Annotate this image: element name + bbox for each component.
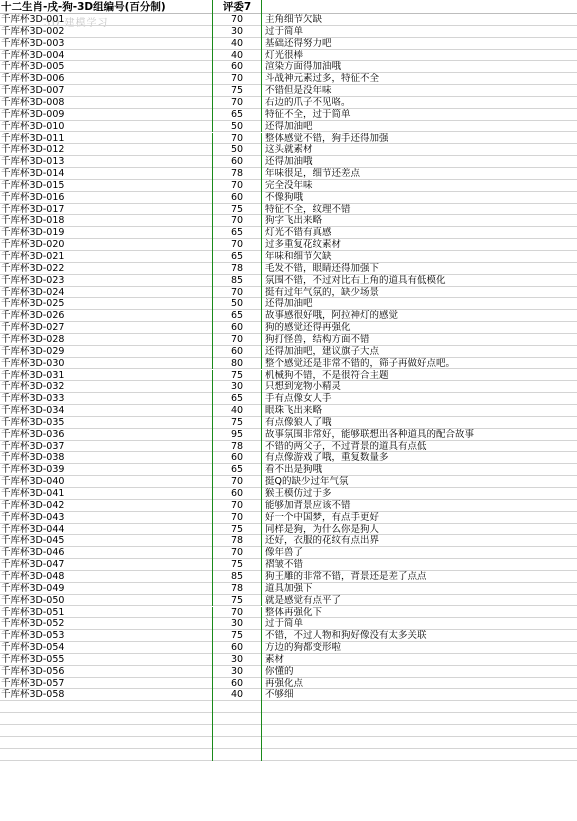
id-cell[interactable]: 千库杯3D-020 (1, 239, 65, 251)
id-cell[interactable]: 千库杯3D-008 (1, 96, 65, 108)
table-row (0, 298, 577, 310)
score-cell[interactable] (212, 725, 262, 737)
comment-cell[interactable]: 有点像狼人了哦 (265, 416, 332, 428)
comment-cell[interactable]: 机械狗不错，不是很符合主题 (265, 369, 389, 381)
table-row (0, 204, 577, 216)
table-row (0, 441, 577, 453)
score-cell[interactable]: 70 (212, 73, 262, 85)
id-cell[interactable]: 千库杯3D-017 (1, 203, 65, 215)
table-row (0, 559, 577, 571)
id-cell[interactable]: 千库杯3D-038 (1, 452, 65, 464)
score-cell[interactable]: 78 (212, 583, 262, 595)
comment-cell[interactable]: 整个感觉还是非常不错的，筛子再做好点吧。 (265, 357, 456, 369)
table-row (0, 287, 577, 299)
table-row (0, 26, 577, 38)
table-row (0, 215, 577, 227)
table-row (0, 346, 577, 358)
table-row (0, 713, 577, 725)
table-row (0, 322, 577, 334)
score-cell[interactable]: 70 (212, 607, 262, 619)
id-cell[interactable]: 千库杯3D-031 (1, 369, 65, 381)
id-cell[interactable]: 千库杯3D-002 (1, 25, 65, 37)
comment-cell[interactable]: 你懂的 (265, 665, 294, 677)
score-cell[interactable]: 30 (212, 26, 262, 38)
table-row (0, 654, 577, 666)
id-cell[interactable]: 千库杯3D-011 (1, 132, 65, 144)
table-row (0, 61, 577, 73)
comment-cell[interactable]: 不错，不过人物和狗好像没有太多关联 (265, 630, 427, 642)
table-row (0, 571, 577, 583)
table-row (0, 85, 577, 97)
score-cell[interactable]: 80 (212, 358, 262, 370)
header-row (0, 0, 577, 14)
score-cell[interactable]: 70 (212, 334, 262, 346)
score-cell[interactable]: 30 (212, 618, 262, 630)
score-cell[interactable]: 40 (212, 38, 262, 50)
table-row (0, 334, 577, 346)
comment-cell[interactable]: 狗打怪兽，结构方面不错 (265, 333, 370, 345)
comment-cell[interactable] (262, 713, 577, 725)
table-row (0, 180, 577, 192)
id-cell[interactable]: 千库杯3D-055 (1, 653, 65, 665)
comment-cell[interactable]: 故事感很好哦，阿拉神灯的感觉 (265, 310, 399, 322)
id-cell[interactable]: 千库杯3D-049 (1, 582, 65, 594)
id-cell[interactable]: 千库杯3D-042 (1, 499, 65, 511)
comment-cell[interactable]: 不像狗哦 (265, 191, 304, 203)
table-row (0, 429, 577, 441)
score-cell[interactable]: 75 (212, 370, 262, 382)
id-cell[interactable]: 千库杯3D-014 (1, 168, 65, 180)
comment-cell[interactable]: 褶皱不错 (265, 559, 304, 571)
id-cell[interactable]: 千库杯3D-027 (1, 322, 65, 334)
comment-cell[interactable]: 只想到宠物小精灵 (265, 381, 342, 393)
table-row (0, 109, 577, 121)
comment-cell[interactable]: 方边的狗都变形啦 (265, 642, 342, 654)
comment-cell[interactable]: 主角细节欠缺 (265, 14, 323, 25)
comment-cell[interactable]: 猴王模仿过于多 (265, 488, 332, 499)
score-cell[interactable]: 40 (212, 50, 262, 62)
id-cell[interactable]: 千库杯3D-040 (1, 476, 65, 488)
table-row (0, 50, 577, 62)
id-cell[interactable]: 千库杯3D-034 (1, 405, 65, 417)
id-cell[interactable]: 千库杯3D-012 (1, 144, 65, 156)
score-cell[interactable]: 78 (212, 263, 262, 275)
table-row (0, 263, 577, 275)
score-cell[interactable]: 40 (212, 405, 262, 417)
id-cell[interactable]: 千库杯3D-024 (1, 286, 65, 298)
comment-cell[interactable]: 特征不全，纹理不错 (265, 203, 351, 215)
score-cell[interactable]: 30 (212, 381, 262, 393)
id-cell[interactable]: 千库杯3D-001 (1, 14, 65, 25)
id-cell[interactable] (0, 701, 212, 713)
comment-cell[interactable]: 特征不全，过于简单 (265, 108, 351, 120)
comment-cell[interactable]: 挺有过年气氛的，缺少场景 (265, 286, 380, 298)
score-cell[interactable]: 50 (212, 121, 262, 133)
score-cell[interactable]: 65 (212, 464, 262, 476)
score-cell[interactable]: 60 (212, 61, 262, 73)
id-cell[interactable]: 千库杯3D-037 (1, 440, 65, 452)
id-cell[interactable]: 千库杯3D-030 (1, 357, 65, 369)
score-cell[interactable]: 70 (212, 14, 262, 26)
comment-cell[interactable]: 斗战神元素过多，特征不全 (265, 73, 380, 85)
id-cell[interactable]: 千库杯3D-057 (1, 677, 65, 689)
score-cell[interactable]: 85 (212, 275, 262, 287)
score-cell[interactable] (212, 737, 262, 749)
comment-cell[interactable]: 过于简单 (265, 618, 304, 630)
comment-cell[interactable]: 像年兽了 (265, 547, 304, 559)
id-cell[interactable]: 千库杯3D-052 (1, 618, 65, 630)
table-row (0, 464, 577, 476)
score-cell[interactable]: 65 (212, 109, 262, 121)
id-cell[interactable]: 千库杯3D-033 (1, 393, 65, 405)
score-cell[interactable]: 75 (212, 524, 262, 536)
id-cell[interactable]: 千库杯3D-039 (1, 464, 65, 476)
id-cell[interactable]: 千库杯3D-058 (1, 689, 65, 701)
score-cell[interactable] (212, 713, 262, 725)
table-row (0, 595, 577, 607)
comment-cell[interactable]: 狗王雕的非常不错，背景还是差了点点 (265, 570, 427, 582)
table-row (0, 133, 577, 145)
id-cell[interactable]: 千库杯3D-025 (1, 298, 65, 310)
table-row (0, 512, 577, 524)
score-cell[interactable]: 75 (212, 595, 262, 607)
table-row (0, 689, 577, 701)
comment-cell[interactable]: 年味很足，细节还差点 (265, 168, 361, 180)
id-cell[interactable] (0, 749, 212, 761)
comment-cell[interactable]: 还得加油吧 (265, 120, 313, 132)
id-cell[interactable]: 千库杯3D-018 (1, 215, 65, 227)
comment-cell[interactable]: 灯光很棒 (265, 49, 304, 61)
comment-cell[interactable]: 还得加油哦 (265, 156, 313, 168)
score-cell[interactable]: 60 (212, 346, 262, 358)
score-cell[interactable]: 78 (212, 441, 262, 453)
comment-cell[interactable] (262, 737, 577, 749)
id-cell[interactable]: 千库杯3D-032 (1, 381, 65, 393)
comment-cell[interactable]: 同样是狗，为什么你是狗人 (265, 523, 380, 535)
comment-cell[interactable]: 完全没年味 (265, 179, 313, 191)
score-cell[interactable] (212, 701, 262, 713)
table-row (0, 524, 577, 536)
id-cell[interactable]: 千库杯3D-050 (1, 594, 65, 606)
comment-cell[interactable]: 基础还得努力吧 (265, 37, 332, 49)
score-cell[interactable]: 40 (212, 689, 262, 701)
table-row (0, 38, 577, 50)
table-row (0, 666, 577, 678)
table-row (0, 417, 577, 429)
id-cell[interactable]: 千库杯3D-036 (1, 428, 65, 440)
table-row (0, 192, 577, 204)
score-cell[interactable]: 60 (212, 322, 262, 334)
comment-cell[interactable]: 看不出是狗哦 (265, 464, 323, 476)
id-cell[interactable]: 千库杯3D-003 (1, 37, 65, 49)
score-cell[interactable]: 75 (212, 559, 262, 571)
table-row (0, 251, 577, 263)
comment-cell[interactable]: 能够加背景应该不错 (265, 499, 351, 511)
comment-cell[interactable]: 狗的感觉还得再强化 (265, 322, 351, 334)
comment-cell[interactable]: 毛发不错，眼睛还得加强下 (265, 262, 380, 274)
comment-cell[interactable]: 氛围不错，不过对比右上角的道具有低模化 (265, 274, 446, 286)
score-cell[interactable]: 60 (212, 678, 262, 690)
score-cell[interactable]: 70 (212, 180, 262, 192)
score-cell[interactable]: 65 (212, 251, 262, 263)
id-cell[interactable] (0, 713, 212, 725)
id-cell[interactable]: 千库杯3D-053 (1, 630, 65, 642)
score-cell[interactable]: 60 (212, 156, 262, 168)
table-row (0, 452, 577, 464)
header-group-id[interactable]: 十二生肖-戌-狗-3D组编号(百分制) (1, 1, 166, 13)
comment-cell[interactable]: 右边的爪子不见咯。 (265, 96, 351, 108)
id-cell[interactable]: 千库杯3D-028 (1, 333, 65, 345)
comment-cell[interactable]: 挺Q的缺少过年气氛 (265, 476, 349, 488)
score-cell[interactable]: 50 (212, 298, 262, 310)
comment-cell[interactable]: 好一个中国梦，有点手更好 (265, 511, 380, 523)
table-row (0, 97, 577, 109)
table-row (0, 583, 577, 595)
comment-cell[interactable] (262, 749, 577, 761)
table-row (0, 156, 577, 168)
id-cell[interactable]: 千库杯3D-009 (1, 108, 65, 120)
score-cell[interactable]: 65 (212, 310, 262, 322)
comment-cell[interactable]: 灯光不错有真感 (265, 227, 332, 239)
score-cell[interactable]: 70 (212, 547, 262, 559)
comment-cell[interactable] (262, 725, 577, 737)
id-cell[interactable]: 千库杯3D-022 (1, 262, 65, 274)
table-row (0, 701, 577, 713)
id-cell[interactable]: 千库杯3D-016 (1, 191, 65, 203)
id-cell[interactable]: 千库杯3D-021 (1, 251, 65, 262)
score-cell[interactable]: 60 (212, 452, 262, 464)
id-cell[interactable]: 千库杯3D-043 (1, 511, 65, 523)
comment-cell[interactable]: 不错的两父子，不过背景的道具有点低 (265, 440, 427, 452)
score-cell[interactable]: 75 (212, 85, 262, 97)
table-row (0, 535, 577, 547)
id-cell[interactable]: 千库杯3D-046 (1, 547, 65, 559)
id-cell[interactable]: 千库杯3D-019 (1, 227, 65, 239)
id-cell[interactable]: 千库杯3D-045 (1, 535, 65, 547)
comment-cell[interactable]: 故事氛围非常好，能够联想出各种道具的配合故事 (265, 428, 475, 440)
table-row (0, 725, 577, 737)
id-cell[interactable] (0, 737, 212, 749)
comment-cell[interactable]: 不够细 (265, 689, 294, 701)
id-cell[interactable]: 千库杯3D-035 (1, 416, 65, 428)
comment-cell[interactable]: 年味和细节欠缺 (265, 251, 332, 262)
comment-cell[interactable]: 这头就素材 (265, 144, 313, 156)
id-cell[interactable]: 千库杯3D-041 (1, 488, 65, 499)
comment-cell[interactable]: 眼珠飞出来略 (265, 405, 323, 417)
id-cell[interactable]: 千库杯3D-023 (1, 274, 65, 286)
comment-cell[interactable]: 素材 (265, 653, 285, 665)
table-row (0, 618, 577, 630)
comment-cell[interactable]: 过多重复花纹素材 (265, 239, 342, 251)
id-cell[interactable]: 千库杯3D-013 (1, 156, 65, 168)
score-cell[interactable]: 60 (212, 192, 262, 204)
score-cell[interactable]: 70 (212, 97, 262, 109)
score-cell[interactable]: 30 (212, 666, 262, 678)
id-cell[interactable]: 千库杯3D-015 (1, 179, 65, 191)
table-row (0, 393, 577, 405)
watermark: 3D 建模学习 (44, 18, 109, 29)
table-row (0, 607, 577, 619)
score-cell[interactable]: 75 (212, 204, 262, 216)
score-cell[interactable]: 70 (212, 512, 262, 524)
table-row (0, 14, 577, 26)
id-cell[interactable]: 千库杯3D-010 (1, 120, 65, 132)
score-cell[interactable]: 65 (212, 393, 262, 405)
id-cell[interactable] (0, 725, 212, 737)
comment-cell[interactable]: 渲染方面得加油哦 (265, 61, 342, 73)
header-comment[interactable] (262, 0, 577, 14)
comment-cell[interactable]: 手有点像女人手 (265, 393, 332, 405)
comment-cell[interactable]: 还好，衣服的花纹有点出界 (265, 535, 380, 547)
score-cell[interactable] (212, 749, 262, 761)
comment-cell[interactable]: 还得加油吧，建议旗子大点 (265, 345, 380, 357)
score-cell[interactable]: 65 (212, 227, 262, 239)
table-row (0, 488, 577, 500)
score-cell[interactable]: 70 (212, 476, 262, 488)
table-row (0, 121, 577, 133)
table-row (0, 310, 577, 322)
id-cell[interactable]: 千库杯3D-007 (1, 85, 65, 97)
table-row (0, 275, 577, 287)
id-cell[interactable]: 千库杯3D-044 (1, 523, 65, 535)
comment-cell[interactable]: 再强化点 (265, 677, 304, 689)
score-cell[interactable]: 50 (212, 144, 262, 156)
table-row (0, 642, 577, 654)
comment-cell[interactable]: 整体再强化下 (265, 606, 323, 618)
score-cell[interactable]: 30 (212, 654, 262, 666)
comment-cell[interactable]: 整体感觉不错，狗手还得加强 (265, 132, 389, 144)
id-cell[interactable]: 千库杯3D-006 (1, 73, 65, 85)
score-cell[interactable]: 75 (212, 417, 262, 429)
table-row (0, 737, 577, 749)
score-cell[interactable]: 60 (212, 642, 262, 654)
comment-cell[interactable]: 不错但是没年味 (265, 85, 332, 97)
id-cell[interactable]: 千库杯3D-026 (1, 310, 65, 322)
score-cell[interactable]: 70 (212, 133, 262, 145)
id-cell[interactable]: 千库杯3D-051 (1, 606, 65, 618)
header-judge[interactable]: 评委7 (212, 0, 262, 14)
id-cell[interactable]: 千库杯3D-047 (1, 559, 65, 571)
table-row (0, 630, 577, 642)
score-cell[interactable]: 78 (212, 168, 262, 180)
score-cell[interactable]: 85 (212, 571, 262, 583)
table-row (0, 476, 577, 488)
score-cell[interactable]: 95 (212, 429, 262, 441)
table-row (0, 239, 577, 251)
score-cell[interactable]: 60 (212, 488, 262, 500)
score-cell[interactable]: 70 (212, 287, 262, 299)
table-row (0, 678, 577, 690)
id-cell[interactable]: 千库杯3D-048 (1, 570, 65, 582)
id-cell[interactable]: 千库杯3D-005 (1, 61, 65, 73)
table-row (0, 144, 577, 156)
table-row (0, 358, 577, 370)
table-row (0, 73, 577, 85)
score-cell[interactable]: 70 (212, 215, 262, 227)
score-cell[interactable]: 78 (212, 535, 262, 547)
id-cell[interactable]: 千库杯3D-056 (1, 665, 65, 677)
table-row (0, 227, 577, 239)
id-cell[interactable]: 千库杯3D-004 (1, 49, 65, 61)
table-row (0, 370, 577, 382)
table-row (0, 405, 577, 417)
id-cell[interactable]: 千库杯3D-054 (1, 642, 65, 654)
table-row (0, 168, 577, 180)
table-row (0, 381, 577, 393)
comment-cell[interactable]: 狗字飞出来略 (265, 215, 323, 227)
score-cell[interactable]: 75 (212, 630, 262, 642)
comment-cell[interactable] (262, 701, 577, 713)
score-cell[interactable]: 70 (212, 500, 262, 512)
table-row (0, 547, 577, 559)
table-row (0, 749, 577, 761)
comment-cell[interactable]: 过于简单 (265, 25, 304, 37)
comment-cell[interactable]: 还得加油吧 (265, 298, 313, 310)
comment-cell[interactable]: 有点像游戏了哦，重复数量多 (265, 452, 389, 464)
comment-cell[interactable]: 道具加强下 (265, 582, 313, 594)
table-row (0, 500, 577, 512)
comment-cell[interactable]: 就是感觉有点平了 (265, 594, 342, 606)
id-cell[interactable]: 千库杯3D-029 (1, 345, 65, 357)
score-cell[interactable]: 70 (212, 239, 262, 251)
